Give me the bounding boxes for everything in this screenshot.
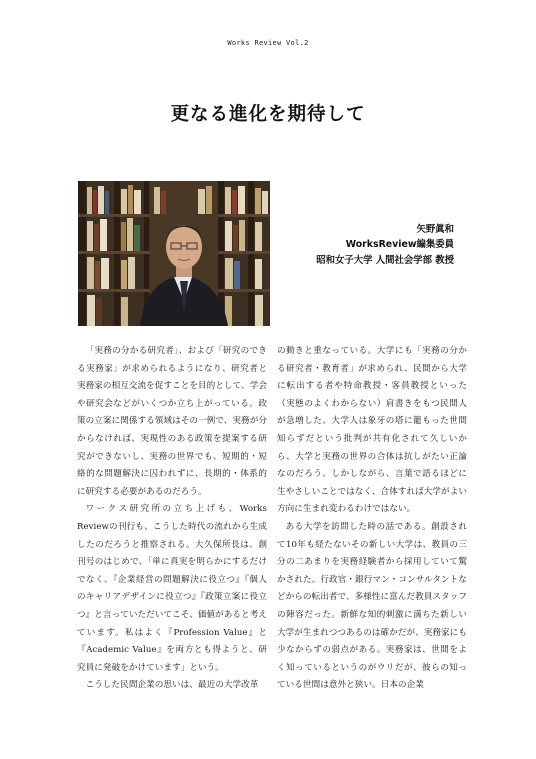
body-column-left [77, 343, 267, 695]
paragraph: ある大学を訪問した時の話である。創設されて10年も経たないその新しい大学は、教員の三分の二あまりを実務経験者から採用していて驚かされた。行政官・銀行マン・コンサルタントなどからの転出者で、多様性に富んだ教員スタッフの陣容だった。新鮮な知的刺激に満ちた新しい大学が生まれつつあるのは確かだが、実務家にも少なからずの弱点がある。実務家は、世間をよく知っているというのがウリだが、彼らの知っている世間は意外と狭い。日本の企業 [277, 521, 467, 691]
portrait-photo-icon [78, 181, 270, 326]
portrait-photo [78, 181, 270, 326]
article-title: 更なる進化を期待して [170, 104, 366, 125]
paragraph: の動きと重なっている。大学にも「実務の分かる研究者・教育者」が求められ、民間から大学に転出する者や特命教授・客員教授といった（実態のよくわからない）肩書きをもつ民間人が急増した。大学人は象牙の塔に籠もった世間知らずだという批判が共有化されて久しいから、大学と実務の世界の合体は抗しがたい正論なのだろう。しかしながら、言葉で語るほどに生やさしいことではなく、合体すれば大学がよい方向に生まれ変わるわけではない。 [277, 346, 467, 515]
author-role: WorksReview編集委員 [345, 239, 454, 251]
author-affiliation: 昭和女子大学 人間社会学部 教授 [316, 254, 454, 266]
body-column-right [277, 343, 467, 695]
paragraph: ワークス研究所の立ち上げも、Works Reviewの刊行も、こうした時代の流れから生成したのだろうと推察される。大久保所長は、創刊号のはじめで、「単に真実を明らかにするだけでなく、『企業経営の問題解決に役立つ』『個人のキャリアデザインに役立つ』『政策立案に役立つ』と言っていただいてこそ、価値があると考えています。私はよく『Profession Value』と『Academic Value』を両方とも得ようと、研究員に発破をかけています」という。 [77, 504, 267, 673]
author-block [316, 222, 454, 268]
paragraph: こうした民間企業の思いは、最近の大学改革 [85, 680, 259, 691]
paragraph: 「実務の分かる研究者」、および「研究のできる実務家」が求められるようになり、研究者と実務家の相互交流を促すことを目的として、学会や研究会などがいくつか立ち上がっている。政策の立案に関係する領域はその一例で、実務が分からなければ、実現性のある政策を提案する研究ができないし、実務の世界でも、短期的・短絡的な問題解決に囚われずに、長期的・体系的に研究する必要があるのだろう。 [77, 346, 267, 497]
running-header: Works Review Vol.2 [227, 39, 309, 47]
author-name: 矢野眞和 [416, 224, 454, 235]
